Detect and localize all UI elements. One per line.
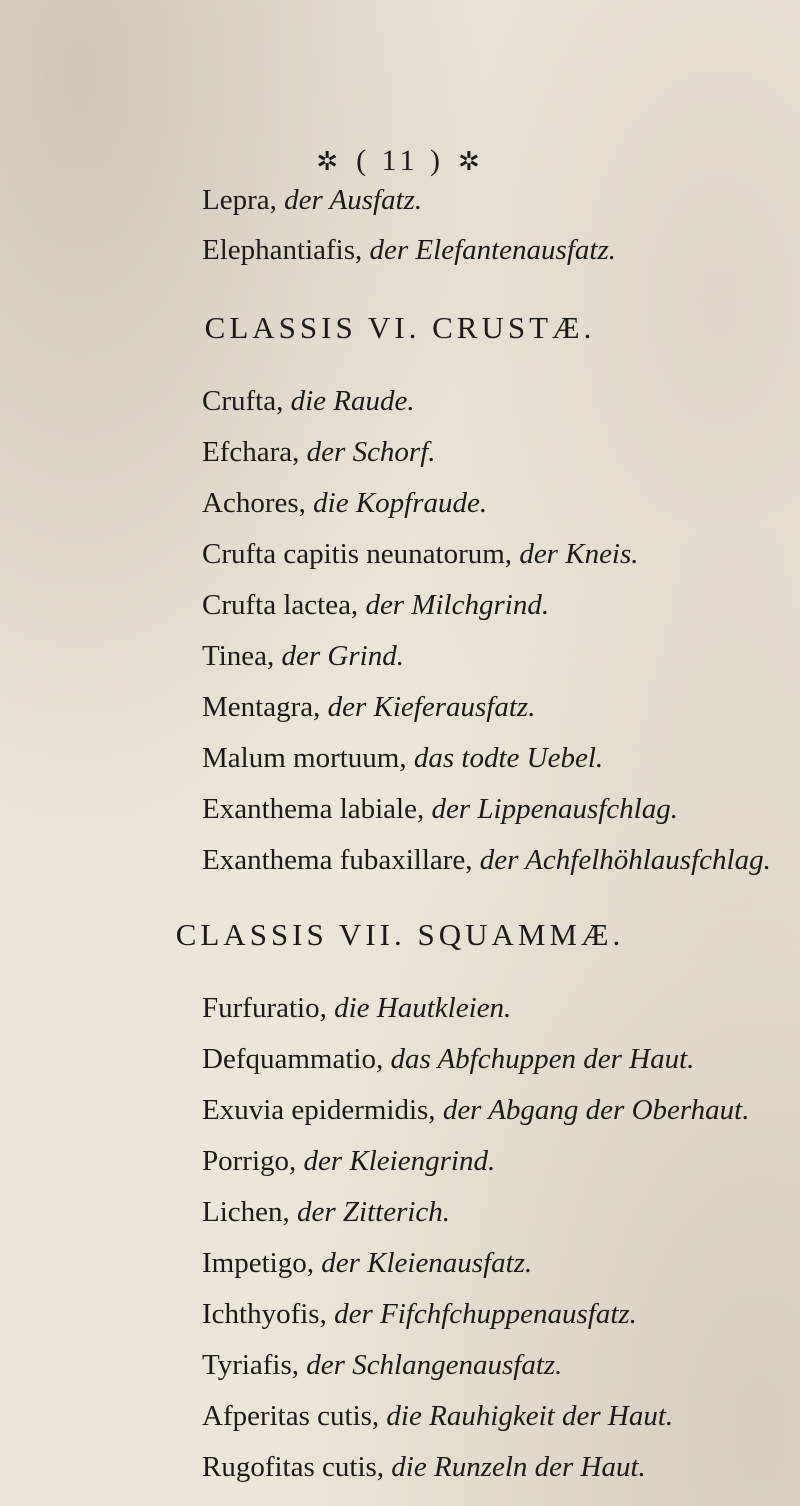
- entry-line: [202, 234, 616, 267]
- latin-term: Crufta capitis neunatorum,: [202, 538, 513, 570]
- german-term: der Ausfatz.: [284, 184, 423, 216]
- german-term: der Zitterich.: [297, 1196, 451, 1228]
- latin-term: Lichen,: [202, 1196, 290, 1228]
- german-term: der Kleiengrind.: [303, 1145, 496, 1177]
- entry-line: [202, 844, 771, 877]
- entry-line: [202, 487, 487, 520]
- entry-line: [202, 538, 639, 571]
- german-term: der Grind.: [281, 640, 404, 672]
- ornament-left-icon: ✲: [316, 147, 343, 176]
- german-term: der Kieferausfatz.: [327, 691, 536, 723]
- page-number: ( 11 ): [356, 144, 444, 177]
- german-term: die Raude.: [290, 385, 415, 417]
- entry-line: [202, 1094, 749, 1127]
- latin-term: Impetigo,: [202, 1247, 314, 1279]
- german-term: der Milchgrind.: [365, 589, 550, 621]
- entry-line: [202, 793, 678, 826]
- latin-term: Porrigo,: [202, 1145, 297, 1177]
- latin-term: Efchara,: [202, 436, 300, 468]
- entry-line: [202, 184, 422, 217]
- german-term: der Elefantenausfatz.: [369, 234, 616, 266]
- class-heading: CLASSIS VI. CRUSTÆ.: [204, 310, 596, 345]
- german-term: die Rauhigkeit der Haut.: [386, 1400, 674, 1432]
- entry-line: [202, 742, 603, 775]
- german-term: der Abgang der Oberhaut.: [442, 1094, 750, 1126]
- german-term: der Achfelhöhlausfchlag.: [479, 844, 771, 876]
- german-term: die Hautkleien.: [334, 992, 512, 1024]
- entry-line: [202, 640, 404, 673]
- latin-term: Elephantiafis,: [202, 234, 363, 266]
- entry-line: [202, 691, 535, 724]
- german-term: das todte Uebel.: [413, 742, 604, 774]
- entry-line: [202, 589, 549, 622]
- latin-term: Malum mortuum,: [202, 742, 407, 774]
- latin-term: Tinea,: [202, 640, 275, 672]
- german-term: die Runzeln der Haut.: [391, 1451, 646, 1483]
- german-term: die Kopfraude.: [313, 487, 488, 519]
- entry-line: [202, 436, 436, 469]
- latin-term: Exanthema fubaxillare,: [202, 844, 473, 876]
- latin-term: Achores,: [202, 487, 306, 519]
- page-header: [0, 144, 800, 178]
- latin-term: Tyriafis,: [202, 1349, 300, 1381]
- entry-line: [202, 1349, 562, 1382]
- entry-line: [202, 1400, 673, 1433]
- german-term: der Fifchfchuppenausfatz.: [334, 1298, 637, 1330]
- latin-term: Crufta lactea,: [202, 589, 359, 621]
- latin-term: Furfuratio,: [202, 992, 327, 1024]
- latin-term: Defquammatio,: [202, 1043, 384, 1075]
- entry-line: [202, 1298, 637, 1331]
- entry-line: [202, 385, 415, 418]
- latin-term: Lepra,: [202, 184, 277, 216]
- latin-term: Afperitas cutis,: [202, 1400, 380, 1432]
- german-term: der Schlangenausfatz.: [306, 1349, 563, 1381]
- entry-line: [202, 1196, 450, 1229]
- german-term: das Abfchuppen der Haut.: [390, 1043, 695, 1075]
- latin-term: Mentagra,: [202, 691, 321, 723]
- german-term: der Kneis.: [519, 538, 639, 570]
- german-term: der Kleienausfatz.: [321, 1247, 533, 1279]
- latin-term: Exuvia epidermidis,: [202, 1094, 436, 1126]
- german-term: der Schorf.: [306, 436, 436, 468]
- entry-line: [202, 1247, 532, 1280]
- entry-line: [202, 1043, 694, 1076]
- ornament-right-icon: ✲: [457, 147, 484, 176]
- latin-term: Exanthema labiale,: [202, 793, 425, 825]
- latin-term: Crufta,: [202, 385, 284, 417]
- latin-term: Rugofitas cutis,: [202, 1451, 385, 1483]
- entry-line: [202, 1451, 646, 1484]
- latin-term: Ichthyofis,: [202, 1298, 327, 1330]
- class-heading: CLASSIS VII. SQUAMMÆ.: [175, 917, 625, 952]
- entry-line: [202, 1145, 495, 1178]
- entry-line: [202, 992, 511, 1025]
- german-term: der Lippenausfchlag.: [431, 793, 678, 825]
